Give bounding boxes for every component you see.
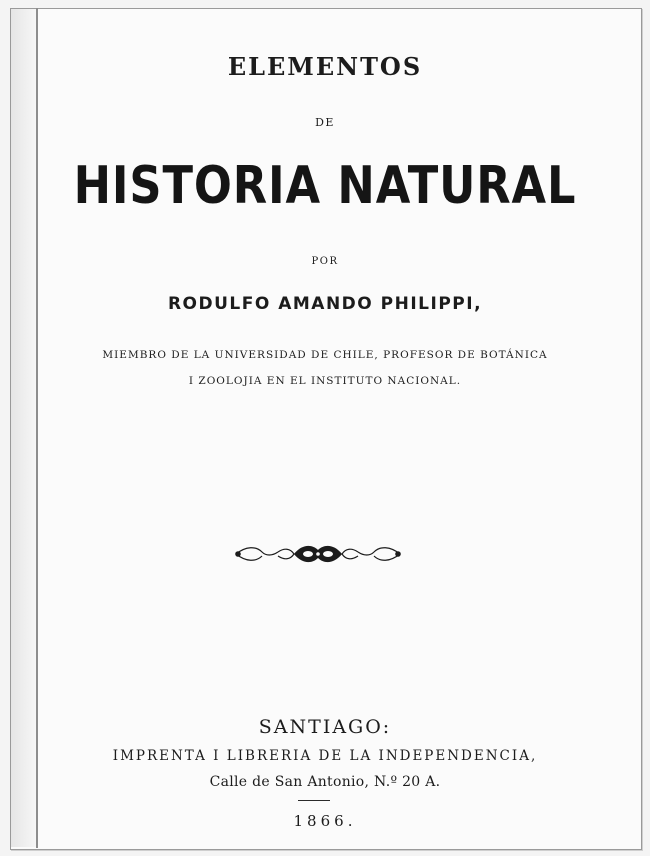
divider-rule — [298, 800, 330, 801]
imprint-printer: IMPRENTA I LIBRERIA DE LA INDEPENDENCIA, — [112, 748, 538, 764]
author-name: RODULFO AMANDO PHILIPPI, — [167, 294, 483, 314]
imprint-year: 1866. — [293, 812, 357, 830]
title-line-de: DE — [315, 116, 335, 129]
scroll-ornament-icon — [232, 542, 404, 566]
imprint-city: SANTIAGO: — [258, 716, 392, 738]
imprint-address: Calle de San Antonio, N.º 20 A. — [209, 774, 441, 790]
title-line-elementos: ELEMENTOS — [227, 52, 423, 81]
main-title: HISTORIA NATURAL — [73, 156, 577, 216]
author-affiliation-line-2: I ZOOLOJIA EN EL INSTITUTO NACIONAL. — [188, 375, 462, 387]
by-label: POR — [311, 256, 339, 267]
author-affiliation-line-1: MIEMBRO DE LA UNIVERSIDAD DE CHILE, PROFESOR DE BOTÁNICA — [102, 349, 548, 361]
